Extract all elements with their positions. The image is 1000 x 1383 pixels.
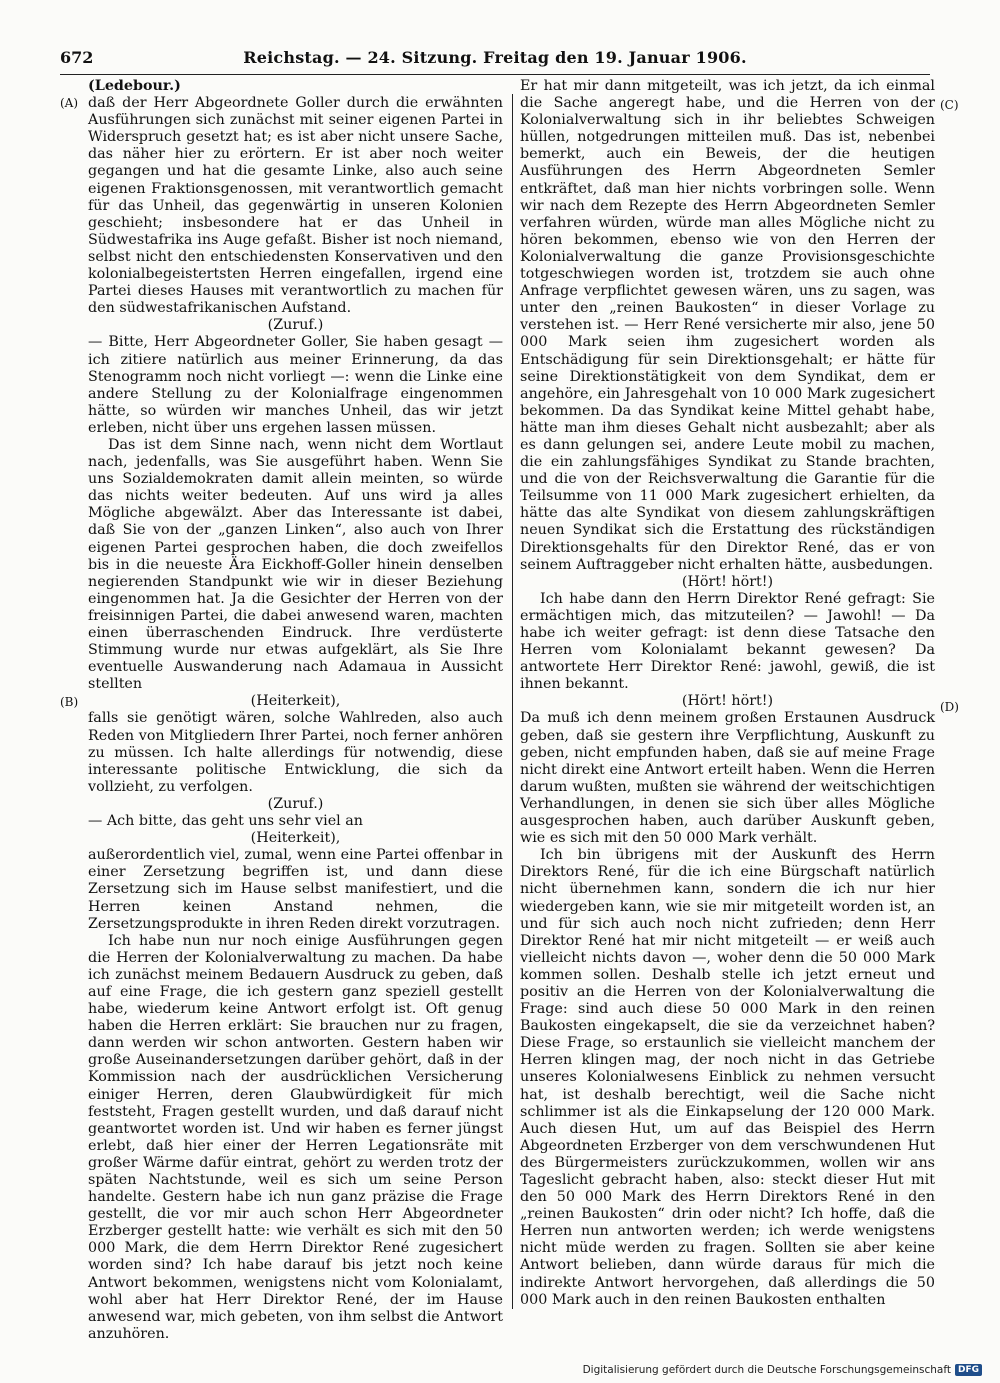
paragraph: falls sie genötigt wären, solche Wahlreden, also auch Reden von Mitgliedern Ihrer Partei, noch ferner anhören zu müssen. Ich halte allerdings für notwendig, diese interessante politische Entwicklung, die sich da vollzieht, zu verfolgen.	[88, 710, 503, 795]
margin-mark-a: (A)	[60, 96, 79, 110]
interjection: (Zuruf.)	[267, 317, 324, 334]
interjection: (Hört! hört!)	[681, 573, 774, 590]
interjection: (Zuruf.)	[267, 795, 324, 812]
interjection: (Heiterkeit),	[250, 693, 341, 710]
margin-mark-d: (D)	[940, 700, 959, 714]
speaker-name: (Ledebour.)	[88, 78, 181, 94]
paragraph: außerordentlich viel, zumal, wenn eine Partei offenbar in einer Zersetzung begriffen ist, und dann diese Zersetzung sich im Hause selbst manifestiert, und die Herren keinen Anstand nehmen, die Zersetzungsprodukte in ihren Reden direkt vorzutragen.	[88, 847, 503, 932]
footer-credit	[583, 1364, 982, 1376]
interjection: (Hört! hört!)	[681, 693, 774, 710]
paragraph: Er hat mir dann mitgeteilt, was ich jetzt, da ich einmal die Sache angeregt habe, und die Herren von der Kolonialverwaltung sich in ihr beliebtes Schweigen hüllen, notgedrungen mitteilen muß. Das ist, nebenbei bemerkt, auch ein Beweis, der die heutigen Ausführungen des Herrn Abgeordneten Semler entkräftet, daß man hier nichts vorbringen solle. Wenn wir nach dem Rezepte des Herrn Abgeordneten Semler verfahren würden, würde man alles Mögliche nicht zu hören bekommen, ebenso wie von den Herren der Kolonialverwaltung die ganze Provisionsgeschichte totgeschwiegen worden ist, trotzdem sie auch ohne Anfrage verpflichtet gewesen wären, uns zu sagen, was unter den „reinen Baukosten“ in dieser Vorlage zu verstehen ist. — Herr René versicherte mir also, jene 50 000 Mark seien ihm zugesichert worden als Entschädigung für sein Direktionsgehalt; er hätte für seine Direktionstätigkeit von dem Syndikat, dem er angehöre, ein Jahresgehalt von 10 000 Mark zugesichert bekommen. Da das Syndikat keine Mittel gehabt habe, hätte man ihm dieses Gehalt nicht ausbezahlt; aber als es dann gelungen sei, andere Leute mobil zu machen, die ein zahlungsfähiges Syndikat zu Stande brachten, und die von der Reichsverwaltung die Garantie für die Teilsumme von 11 000 Mark zugesichert erhielten, da hätte das alte Syndikat von diesem zahlungskräftigen neuen Syndikat sich die Erstattung des rückständigen Direktionsgehalts für den Direktor René, das er von seinem Auftraggeber nicht erhalten hätte, ausbedungen.	[520, 78, 935, 573]
paragraph: Ich habe nun nur noch einige Ausführungen gegen die Herren der Kolonialverwaltung zu machen. Da habe ich zunächst meinem Bedauern Ausdruck zu geben, daß auf eine Frage, die ich gestern ganz speziell gestellt habe, wiederum keine Antwort erfolgt ist. Oft genug haben die Herren erklärt: Sie brauchen nur zu fragen, dann werden wir schon antworten. Gestern haben wir große Auseinandersetzungen darüber gehört, daß in der Kommission nach der ausdrücklichen Versicherung einiger Herren, deren Glaubwürdigkeit für mich feststeht, Fragen gestellt wurden, und daß darauf nicht geantwortet worden ist. Und wir haben es ferner jüngst erlebt, daß hier einer der Herren Legationsräte mit großer Wärme dafür eintrat, gehört zu werden trotz der späten Nachtstunde, weil es sich um seine Person handelte. Gestern habe ich nun ganz präzise die Frage gestellt, die vor mir auch schon Herr Abgeordneter Erzberger gestellt hatte: wie verhält es sich mit den 50 000 Mark, die dem Herrn Direktor René zugesichert worden sind? Ich habe darauf bis jetzt noch keine Antwort bekommen, wenigstens nicht vom Kolonialamt, wohl aber hat Herr Direktor René, der im Hause anwesend war, mich gebeten, von ihm selbst die Antwort anzuhören.	[88, 932, 503, 1342]
paragraph: Ich bin übrigens mit der Auskunft des Herrn Direktors René, für die ich eine Bürgschaft natürlich nicht übernehmen kann, sondern die ich nur hier wiedergeben kann, wie sie mir mitgeteilt worden ist, an und für sich auch noch nicht zufrieden; denn Herr Direktor René hat mir nicht mitgeteilt — er weiß auch vielleicht nichts davon —, woher denn die 50 000 Mark kommen sollen. Deshalb stelle ich jetzt erneut und positiv an die Herren von der Kolonialverwaltung die Frage: sind auch diese 50 000 Mark in den reinen Baukosten eingekapselt, die sie da verzeichnet haben? Diese Frage, so erstaunlich sie vielleicht manchem der Herren klingen mag, der noch nicht in das Getriebe unseres Kolonialwesens Einblick zu nehmen versucht hat, ist deshalb berechtigt, weil die Sache nicht schlimmer ist als die Einkapselung der 120 000 Mark. Auch diesen Hut, um auf das Beispiel des Herrn Abgeordneten Erzberger von dem verschwundenen Hut des Bürgermeisters zurückzukommen, wollen wir ans Tageslicht gebracht haben, also: steckt dieser Hut mit den 50 000 Mark des Herrn Direktors René in den „reinen Baukosten“ drin oder nicht? Ich hoffe, daß die Herren nun antworten werden; ich werde wenigstens nicht müde werden zu fragen. Sollten sie aber keine Antwort belieben, dann würde daraus für mich die indirekte Antwort hervorgehen, daß allerdings die 50 000 Mark auch in den reinen Baukosten enthalten	[520, 847, 935, 1308]
paragraph: Da muß ich denn meinem großen Erstaunen Ausdruck geben, daß sie gestern ihre Verpflichtung, Auskunft zu geben, nicht empfunden haben, daß sie auf meine Frage nicht direkt eine Antwort erteilt haben. Wenn die Herren darum wußten, mußten sie während der weitschichtigen Verhandlungen, in denen sie sich über alles Mögliche ausgesprochen haben, auch darüber Auskunft geben, wie es sich mit den 50 000 Mark verhält.	[520, 710, 935, 847]
paragraph: daß der Herr Abgeordnete Goller durch die erwähnten Ausführungen sich zunächst mit seiner eigenen Partei in Widerspruch gesetzt hat; es ist aber nicht unsere Sache, das näher hier zu erörtern. Er ist aber noch weiter gegangen und hat die gesamte Linke, also auch seine eigenen Fraktionsgenossen, mit verantwortlich gemacht für das Unheil, das gegenwärtig in unseren Kolonien geschieht; insbesondere hat er das Unheil in Südwestafrika ins Auge gefaßt. Bisher ist noch niemand, selbst nicht den entschiedensten Konservativen und den kolonialbegeistertsten Herren eingefallen, irgend eine Partei dieses Hauses mit verantwortlich zu machen für den südwestafrikanischen Aufstand.	[88, 95, 503, 317]
right-column	[520, 78, 935, 1308]
footer-text: Digitalisierung gefördert durch die Deutsche Forschungsgemeinschaft	[582, 1364, 951, 1376]
dfg-logo: DFG	[955, 1364, 982, 1376]
right-column-body	[520, 78, 935, 1309]
paragraph: Ich habe dann den Herrn Direktor René gefragt: Sie ermächtigen mich, das mitzuteilen? — Jawohl! — Da habe ich weiter gefragt: ist denn diese Tatsache den Herren vom Kolonialamt bekannt gewesen? Da antwortete Herr Direktor René: jawohl, gewiß, die ist ihnen bekannt.	[520, 590, 935, 693]
paragraph: — Ach bitte, das geht uns sehr viel an	[88, 813, 363, 830]
column-divider	[512, 94, 513, 1309]
paragraph: Das ist dem Sinne nach, wenn nicht dem Wortlaut nach, jedenfalls, was Sie ausgeführt haben. Wenn Sie uns Sozialdemokraten damit allein meinten, so würde das nichts weiter bedeuten. Auf uns wird ja alles Mögliche abgewälzt. Aber das Interessante ist dabei, daß Sie von der „ganzen Linken“, also auch von Ihrer eigenen Partei gesprochen haben, die doch zweifellos bis in die neueste Ära Eickhoff-Goller hinein denselben negierenden Standpunkt wie wir in dieser Beziehung eingenommen hat. Ja die Gesichter der Herren von der freisinnigen Partei, die dabei anwesend waren, machten einen überraschenden Eindruck. Ihre verdüsterte Stimmung wurde nur etwas aufgeklärt, als Sie Ihre eventuelle Auswanderung nach Adamaua in Aussicht stellten	[88, 436, 503, 693]
paragraph: — Bitte, Herr Abgeordneter Goller, Sie haben gesagt — ich zitiere natürlich aus meiner Erinnerung, da das Stenogramm noch nicht vorliegt —: wenn die Linke eine andere Stellung zu der Kolonialfrage eingenommen hätte, so würden wir manches Unheil, das wir jetzt erleben, nicht über uns ergehen lassen müssen.	[88, 334, 503, 436]
margin-mark-b: (B)	[60, 695, 79, 709]
page-number: 672	[60, 48, 94, 67]
running-title: Reichstag. — 24. Sitzung. Freitag den 19. Januar 1906.	[243, 48, 747, 67]
page-header	[60, 48, 930, 75]
interjection: (Heiterkeit),	[250, 830, 341, 847]
left-column-body	[88, 95, 503, 1343]
left-column	[88, 78, 503, 1342]
margin-mark-c: (C)	[940, 98, 959, 112]
